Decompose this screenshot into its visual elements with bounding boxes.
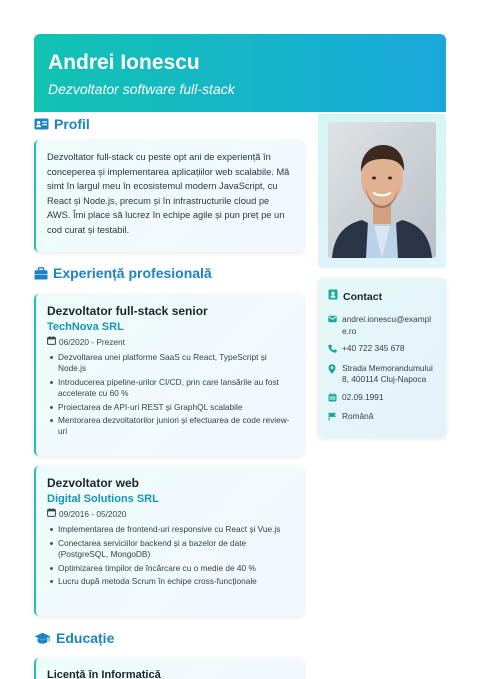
education-heading — [34, 630, 114, 646]
contact-address-text: Strada Memorandumului 8, 400114 Cluj-Napoca — [342, 362, 433, 384]
cv-header — [34, 34, 446, 112]
contact-email[interactable] — [328, 314, 438, 337]
job-title: Dezvoltator full-stack senior — [47, 304, 208, 318]
job-title: Dezvoltator web — [47, 476, 140, 490]
phone-icon — [328, 343, 338, 357]
job-company: TechNova SRL — [47, 321, 124, 333]
calendar-icon — [47, 336, 56, 348]
education-card — [34, 658, 304, 679]
calendar-icon — [328, 392, 338, 406]
contact-address — [328, 363, 438, 386]
experience-heading — [34, 265, 212, 281]
job-dates-text: 06/2020 - Prezent — [59, 336, 125, 347]
list-item: Introducerea pipeline-urilor CI/CD, prin care lansările au fost accelerate cu 60 % — [47, 377, 294, 399]
experience-heading-text: Experiență profesională — [53, 265, 212, 281]
profile-photo — [328, 122, 436, 258]
person-role: Dezvoltator software full-stack — [48, 81, 235, 97]
contact-phone[interactable] — [328, 343, 438, 357]
job-card — [34, 294, 304, 456]
calendar-icon — [47, 508, 56, 520]
map-pin-icon — [328, 363, 338, 378]
job-dates-text: 09/2016 - 05/2020 — [59, 508, 127, 519]
contact-phone-text: +40 722 345 678 — [342, 343, 405, 353]
list-item: Dezvoltarea unei platforme SaaS cu React, TypeScript și Node.js — [47, 352, 294, 374]
contact-card — [318, 278, 446, 438]
job-company: Digital Solutions SRL — [47, 493, 159, 505]
contact-nationality-text: Română — [342, 411, 374, 421]
contact-birthdate — [328, 392, 438, 406]
contact-heading — [328, 289, 438, 304]
profile-heading-text: Profil — [54, 116, 90, 132]
contact-heading-text: Contact — [343, 290, 383, 303]
job-card — [34, 466, 304, 616]
job-dates — [47, 508, 294, 520]
person-name: Andrei Ionescu — [48, 51, 200, 74]
list-item: Lucru după metoda Scrum în echipe cross-funcționale — [47, 576, 294, 587]
list-item: Proiectarea de API-uri REST și GraphQL scalabile — [47, 402, 294, 413]
contact-email-text: andrei.ionescu@example.ro — [342, 314, 432, 336]
job-bullets — [47, 524, 294, 587]
contact-birthdate-text: 02.09.1991 — [342, 391, 384, 402]
list-item: Optimizarea timpilor de încărcare cu o medie de 40 % — [47, 563, 294, 574]
address-book-icon — [328, 289, 338, 304]
briefcase-icon — [34, 267, 48, 280]
education-title: Licență în Informatică — [47, 669, 161, 679]
flag-icon — [328, 411, 338, 425]
list-item: Mentorarea dezvoltatorilor juniori și efectuarea de code review-uri — [47, 415, 294, 437]
list-item: Implementarea de frontend-uri responsive cu React și Vue.js — [47, 524, 294, 535]
profile-text: Dezvoltator full-stack cu peste opt ani de experiență în conceperea și implementarea aplicațiilor web scalabile. Mă simt în largul meu în ecosistemul modern JavaScript, cu React și Node.js, precum și în infrastructurile cloud pe AWS. Îmi place să lucrez în echipe agile și pun preț pe un cod curat și testabil. — [47, 152, 290, 235]
list-item: Conectarea serviciilor backend și a bazelor de date (PostgreSQL, MongoDB) — [47, 538, 294, 560]
photo-panel — [318, 114, 446, 268]
profile-card — [34, 140, 304, 252]
graduation-cap-icon — [34, 632, 51, 645]
job-bullets — [47, 352, 294, 437]
contact-nationality — [328, 411, 438, 425]
profile-heading — [34, 116, 90, 132]
education-heading-text: Educație — [56, 630, 115, 646]
job-dates — [47, 336, 294, 348]
envelope-icon — [328, 314, 338, 327]
id-card-icon — [34, 118, 49, 130]
